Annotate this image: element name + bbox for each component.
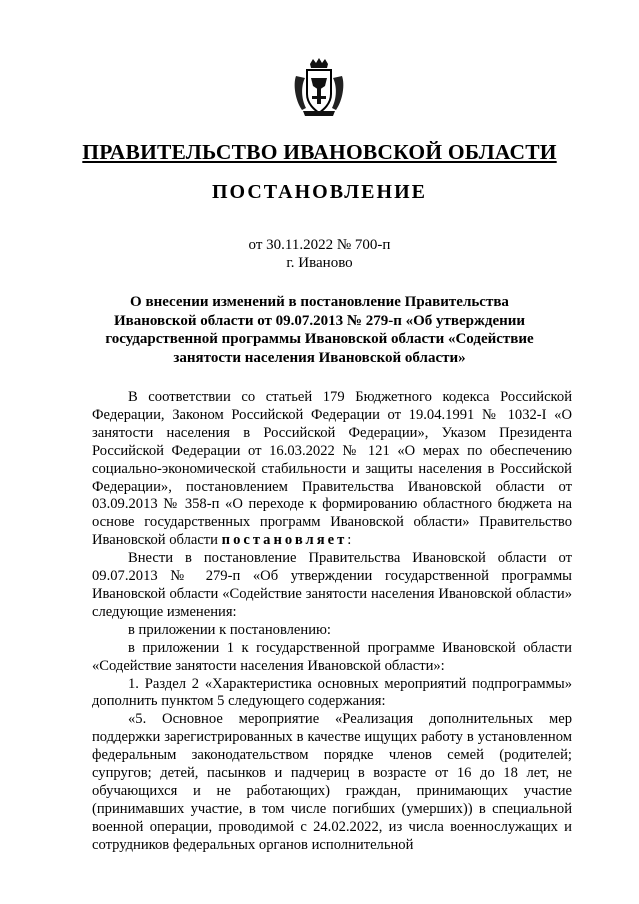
resolves-keyword: постановляет xyxy=(221,532,348,549)
paragraph-item-5: «5. Основное мероприятие «Реализация дополнительных мер поддержки зарегистрированных в качестве ищущих работу в установленном федеральным законодательством порядке членов семей (родителей; супругов; детей, пасынков и падчериц в возрасте от 16 до 18 лет, не обучающихся и не работающих) граждан, принимающих участие (принимавших участие, в том числе погибших (умерших)) в специальной военной операции, проводимой с 24.02.2022, из числа военнослужащих и сотрудников федеральных органов исполнительной xyxy=(92,711,572,853)
document-body xyxy=(92,389,572,855)
paragraph-preamble xyxy=(92,389,572,550)
document-meta xyxy=(0,236,639,272)
date-number: от 30.11.2022 № 700-п xyxy=(248,237,391,253)
city: г. Иваново xyxy=(286,255,353,271)
preamble-end: : xyxy=(347,532,352,549)
paragraph-appendix-1: в приложении 1 к государственной программе Ивановской области «Содействие занятости населения Ивановской области»: xyxy=(92,639,572,674)
coat-of-arms-icon xyxy=(293,58,345,118)
document-subject: О внесении изменений в постановление Правительства Ивановской области от 09.07.2013 № 279-п «Об утверждении государственной программы Ивановской области «Содействие занятости населения Ивановской области» xyxy=(105,294,534,366)
paragraph-amend: Внести в постановление Правительства Ивановской области от 09.07.2013 № 279-п «Об утверждении государственной программы Ивановской области «Содействие занятости населения Ивановской области» следующие изменения: xyxy=(92,550,572,620)
document-type-title: ПОСТАНОВЛЕНИЕ xyxy=(212,181,427,203)
government-title: ПРАВИТЕЛЬСТВО ИВАНОВСКОЙ ОБЛАСТИ xyxy=(82,140,557,164)
paragraph-item-1: 1. Раздел 2 «Характеристика основных мероприятий подпрограммы» дополнить пунктом 5 следующего содержания: xyxy=(92,675,572,710)
preamble-text: В соответствии со статьей 179 Бюджетного кодекса Российской Федерации, Законом Российской Федерации от 19.04.1991 № 1032-I «О занятости населения в Российской Федерации», Указом Президента Российской Федерации от 16.03.2022 № 121 «О мерах по обеспечению социально-экономической стабильности и защиты населения в Российской Федерации», постановлением Правительства Ивановской области от 03.09.2013 № 358-п «О переходе к формированию областного бюджета на основе государственных программ Ивановской области» Правительство Ивановской области xyxy=(92,389,572,549)
paragraph-appendix: в приложении к постановлению: xyxy=(128,621,331,638)
